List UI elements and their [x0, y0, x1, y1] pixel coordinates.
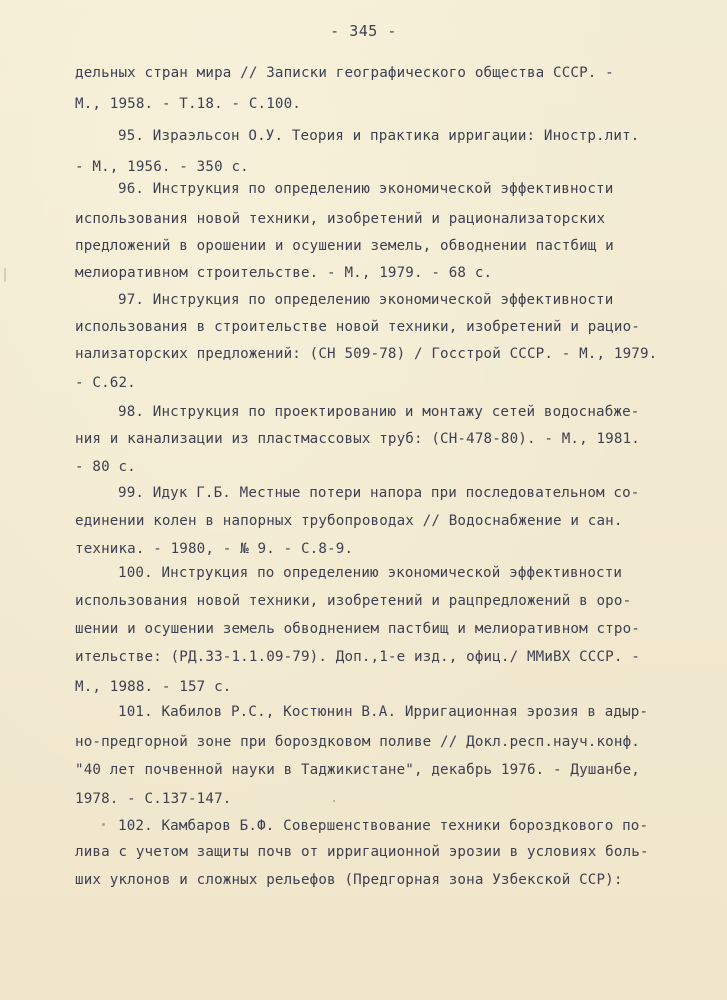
paper-speck: [333, 800, 335, 802]
text-line: предложений в орошении и осушении земель, обводнении пастбищ и: [75, 238, 614, 254]
text-line: 98. Инструкция по проектированию и монтажу сетей водоснабже-: [118, 404, 640, 420]
text-line: использования новой техники, изобретений и рационализаторских: [75, 211, 606, 227]
text-line: М., 1988. - 157 с.: [75, 679, 232, 695]
text-line: ших уклонов и сложных рельефов (Предгорная зона Узбекской ССР):: [75, 872, 623, 888]
text-line: М., 1958. - Т.18. - С.100.: [75, 96, 301, 112]
text-line: единении колен в напорных трубопроводах // Водоснабжение и сан.: [75, 513, 623, 529]
text-line: 97. Инструкция по определению экономической эффективности: [118, 292, 614, 308]
text-line: 100. Инструкция по определению экономической эффективности: [118, 565, 623, 581]
text-line: 95. Израэльсон О.У. Теория и практика ирригации: Иностр.лит.: [118, 128, 640, 144]
text-line: 96. Инструкция по определению экономической эффективности: [118, 181, 614, 197]
text-line: ительстве: (РД.33-1.1.09-79). Доп.,1-е изд., офиц./ ММиВХ СССР. -: [75, 649, 640, 665]
text-line: техника. - 1980, - № 9. - С.8-9.: [75, 541, 354, 557]
text-line: использования в строительстве новой техники, изобретений и рацио-: [75, 319, 640, 335]
text-line: - С.62.: [75, 375, 136, 391]
text-line: "40 лет почвенной науки в Таджикистане", декабрь 1976. - Душанбе,: [75, 762, 640, 778]
paper-speck: [4, 268, 6, 282]
text-line: но-предгорной зоне при бороздковом поливе // Докл.респ.науч.конф.: [75, 734, 640, 750]
page-number: - 345 -: [330, 22, 397, 40]
text-line: ния и канализации из пластмассовых труб: (СН-478-80). - М., 1981.: [75, 431, 640, 447]
text-line: - М., 1956. - 350 с.: [75, 159, 249, 175]
text-line: - 80 с.: [75, 459, 136, 475]
text-line: использования новой техники, изобретений и рацпредложений в оро-: [75, 593, 632, 609]
text-line: лива с учетом защиты почв от ирригационной эрозии в условиях боль-: [75, 844, 649, 860]
text-line: мелиоративном строительстве. - М., 1979. - 68 с.: [75, 265, 493, 281]
text-line: 102. Камбаров Б.Ф. Совершенствование техники бороздкового по-: [118, 818, 649, 834]
text-line: нализаторских предложений: (СН 509-78) / Госстрой СССР. - М., 1979.: [75, 346, 658, 362]
text-line: 101. Кабилов Р.С., Костюнин В.А. Ирригационная эрозия в адыр-: [118, 704, 649, 720]
text-line: дельных стран мира // Записки географического общества СССР. -: [75, 65, 614, 81]
paper-speck: [102, 823, 105, 826]
text-line: шении и осушении земель обводнением пастбищ и мелиоративном стро-: [75, 621, 640, 637]
text-line: 1978. - С.137-147.: [75, 791, 232, 807]
text-line: 99. Идук Г.Б. Местные потери напора при последовательном со-: [118, 485, 640, 501]
